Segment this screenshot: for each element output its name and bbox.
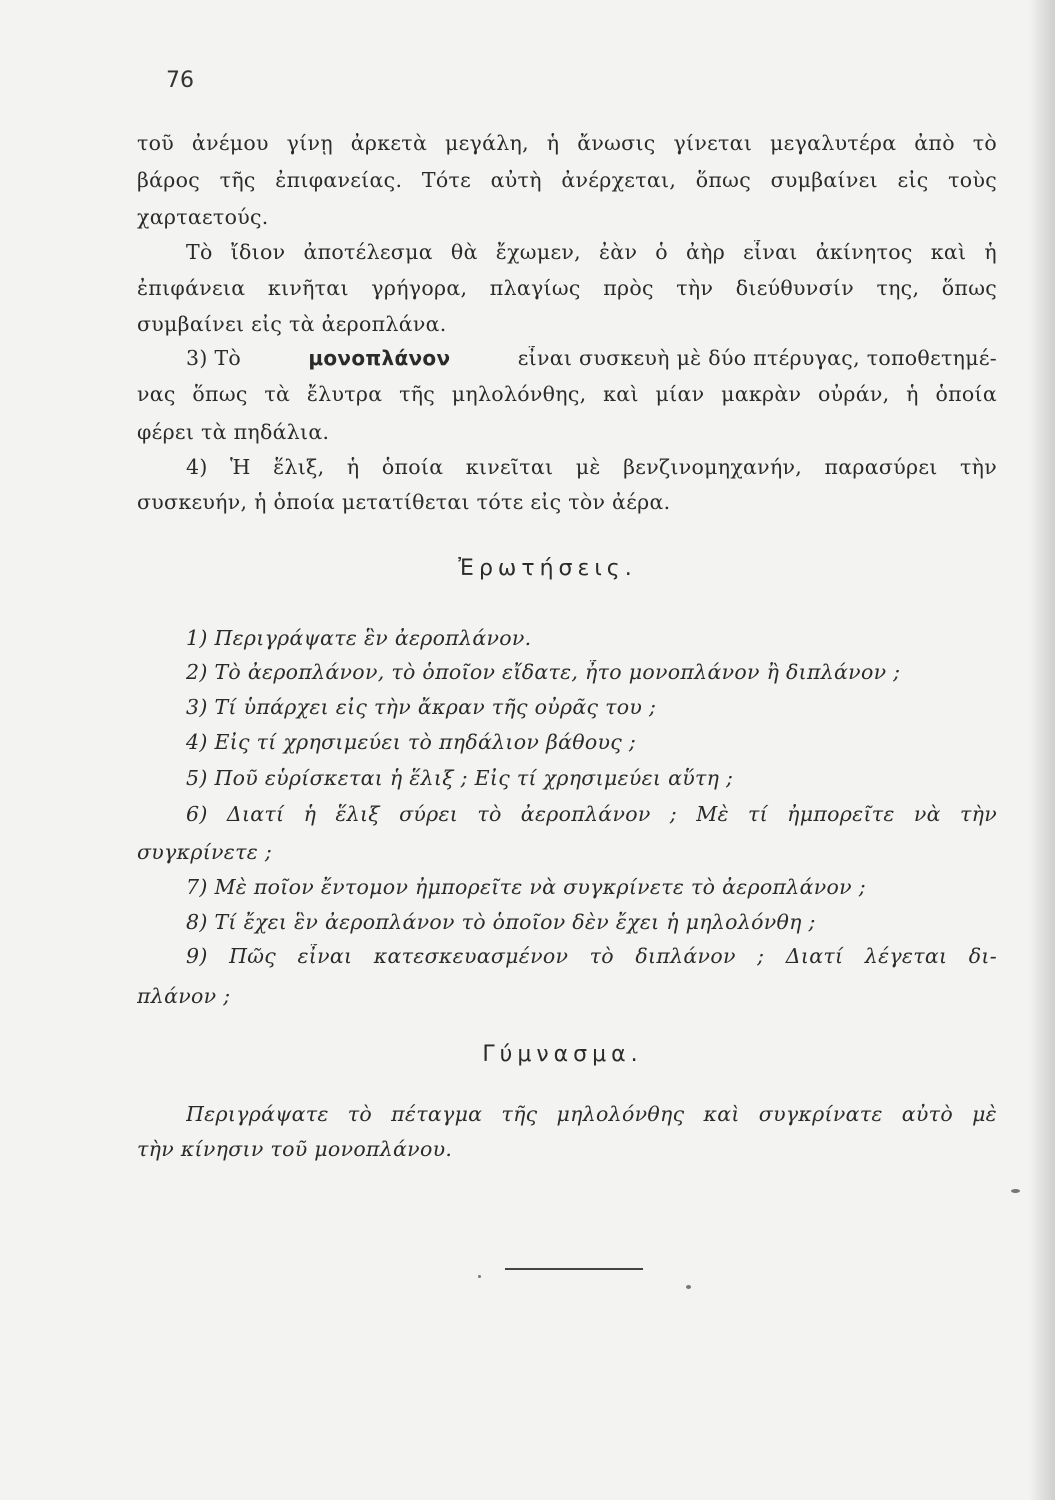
paragraph-line: συμβαίνει εἰς τὰ ἀεροπλάνα. [137, 312, 447, 336]
question-item: 1) Περιγράψατε ἓν ἀεροπλάνον. [186, 626, 532, 650]
question-item: 3) Τί ὑπάρχει εἰς τὴν ἄκραν τῆς οὐρᾶς του ; [186, 695, 657, 719]
paragraph-line: χαρταετούς. [137, 205, 269, 229]
question-item: 5) Ποῦ εὑρίσκεται ἡ ἕλιξ ; Εἰς τί χρησιμεύει αὕτη ; [186, 766, 734, 790]
question-item: 4) Εἰς τί χρησιμεύει τὸ πηδάλιον βάθους ; [186, 730, 637, 754]
question-item: 7) Μὲ ποῖον ἔντομον ἠμπορεῖτε νὰ συγκρίνετε τὸ ἀεροπλάνον ; [186, 875, 866, 899]
question-item: 9) Πῶς εἶναι κατεσκευασμένον τὸ διπλάνον ; Διατί λέγεται δι- [186, 944, 997, 968]
paragraph-line: Τὸ ἴδιον ἀποτέλεσμα θὰ ἔχωμεν, ἐὰν ὁ ἀὴρ εἶναι ἀκίνητος καὶ ἡ [186, 240, 997, 264]
paragraph-line: νας ὅπως τὰ ἔλυτρα τῆς μηλολόνθης, καὶ μίαν μακρὰν οὐράν, ἡ ὁποία [137, 382, 997, 406]
page-edge-shadow [1029, 0, 1055, 1500]
question-item-continuation: συγκρίνετε ; [137, 840, 273, 864]
exercise-line: τὴν κίνησιν τοῦ μονοπλάνου. [137, 1137, 453, 1161]
question-item: 2) Τὸ ἀεροπλάνον, τὸ ὁποῖον εἴδατε, ἦτο μονοπλάνον ἢ διπλάνον ; [186, 660, 901, 684]
scan-speck [478, 1275, 481, 1278]
question-item-continuation: πλάνον ; [137, 984, 231, 1008]
paragraph-line: 4) Ἡ ἕλιξ, ἡ ὁποία κινεῖται μὲ βενζινομηχανήν, παρασύρει τὴν [186, 455, 997, 479]
paragraph-line: βάρος τῆς ἐπιφανείας. Τότε αὐτὴ ἀνέρχεται, ὅπως συμβαίνει εἰς τοὺς [137, 168, 997, 192]
paragraph-line: ἐπιφάνεια κινῆται γρήγορα, πλαγίως πρὸς τὴν διεύθυνσίν της, ὅπως [137, 276, 997, 300]
paragraph-prefix: 3) Τὸ [186, 346, 242, 370]
paragraph-suffix: εἶναι συσκευὴ μὲ δύο πτέρυγας, τοποθετημέ- [517, 346, 997, 370]
exercise-heading: Γύμνασμα. [482, 1042, 643, 1067]
scan-speck [686, 1285, 691, 1289]
page-number: 76 [166, 68, 194, 93]
paragraph-line-with-term [186, 346, 997, 370]
key-term: μονοπλάνον [308, 346, 451, 370]
paragraph-line: τοῦ ἀνέμου γίνῃ ἀρκετὰ μεγάλη, ἡ ἄνωσις γίνεται μεγαλυτέρα ἀπὸ τὸ [137, 131, 997, 155]
scan-speck [1011, 1189, 1020, 1193]
questions-heading: Ἐρωτήσεις. [458, 556, 637, 581]
question-item: 8) Τί ἔχει ἓν ἀεροπλάνον τὸ ὁποῖον δὲν ἔχει ἡ μηλολόνθη ; [186, 910, 816, 934]
paragraph-line: φέρει τὰ πηδάλια. [137, 420, 330, 444]
closing-rule [505, 1268, 643, 1270]
paragraph-line: συσκευήν, ἡ ὁποία μετατίθεται τότε εἰς τὸν ἀέρα. [137, 490, 671, 514]
question-item: 6) Διατί ἡ ἕλιξ σύρει τὸ ἀεροπλάνον ; Μὲ τί ἠμπορεῖτε νὰ τὴν [186, 802, 997, 826]
exercise-line: Περιγράψατε τὸ πέταγμα τῆς μηλολόνθης καὶ συγκρίνατε αὐτὸ μὲ [186, 1102, 997, 1126]
